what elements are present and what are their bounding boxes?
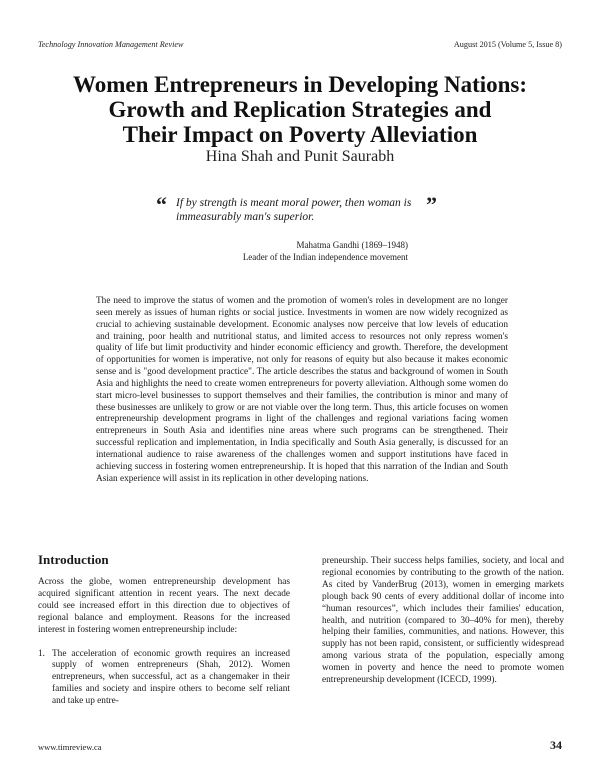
epigraph-author: Mahatma Gandhi (1869–1948) <box>296 240 408 250</box>
left-column <box>38 577 290 708</box>
section-heading-introduction: Introduction <box>38 552 109 567</box>
title-line: Their Impact on Poverty Alleviation <box>122 122 478 147</box>
epigraph-quote <box>156 192 448 224</box>
list-text: The acceleration of economic growth requires an increased supply of women entrepreneurs (Shah, 2012). Women entrepreneurs, when successful, act as a changemaker in their families and society and inspire others to become self reliant and take up entre- <box>52 648 290 707</box>
title-line: Women Entrepreneurs in Developing Nations: <box>72 72 528 97</box>
intro-paragraph: Across the globe, women entrepreneurship development has acquired significant attention in recent years. The next decade could see increased effort in this direction due to objectives of regional balance and employment. Reasons for the increased interest in fostering women entrepreneurship include: <box>38 577 290 635</box>
epigraph-author-role: Leader of the Indian independence movement <box>242 252 408 262</box>
open-quote-mark: “ <box>156 192 167 217</box>
list-number: 1. <box>38 648 45 659</box>
article-title <box>0 72 600 147</box>
title-line: Growth and Replication Strategies and <box>108 97 492 122</box>
close-quote-mark: ” <box>426 192 437 217</box>
journal-name: Technology Innovation Management Review <box>38 40 184 49</box>
article-authors: Hina Shah and Punit Saurabh <box>205 148 395 165</box>
issue-info: August 2015 (Volume 5, Issue 8) <box>453 40 562 49</box>
footer-website: www.timreview.ca <box>38 742 102 752</box>
right-column: preneurship. Their success helps families, society, and local and regional economies by contributing to the growth of the nation. As cited by VanderBrug (2013), women in emerging markets plough back 90 cents of every additional dollar of income into “human resources”, which includes their families' education, health, and nutrition (compared to 30–40% for men), thereby helping their families, communities, and nations. However, this supply has not been rapid, consistent, or sufficiently widespread among various strata of the population, especially among women in poverty and hence the need to promote women entrepreneurship development (ICECD, 1999). <box>322 556 564 686</box>
abstract: The need to improve the status of women and the promotion of women's roles in development are no longer seen merely as issues of human rights or social justice. Investments in women are now widely recognized as crucial to achieving sustainable development. Economic analyses now perceive that low levels of education and training, poor health and nutritional status, and limited access to resources not only repress women's quality of life but limit productivity and hinder economic efficiency and growth. Therefore, the development of opportunities for women is imperative, not only for reasons of equity but also because it makes economic sense and is "good development practice". The article describes the status and background of women in South Asia and highlights the need to create women entrepreneurs for poverty alleviation. Although some women do start micro-level businesses to support themselves and their families, the contribution is minor and many of these businesses are unlikely to grow or are not viable over the long term. Thus, this article focuses on women entrepreneurship development programs in light of the challenges and regional variations facing women entrepreneurs in South Asia and identifies nine areas where such programs can be strengthened. Their successful replication and implementation, in India specifically and South Asia generally, is discussed for an international audience to raise awareness of the challenges women and support institutions have faced in achieving success in fostering women entrepreneurship. It is hoped that this narration of the Indian and South Asian experience will assist in its replication in other developing nations. <box>96 296 508 484</box>
list-item <box>38 649 290 709</box>
epigraph-text: If by strength is meant moral power, then woman is immeasurably man's superior. <box>176 197 412 223</box>
page-number: 34 <box>550 738 562 752</box>
epigraph-attribution <box>150 239 408 263</box>
